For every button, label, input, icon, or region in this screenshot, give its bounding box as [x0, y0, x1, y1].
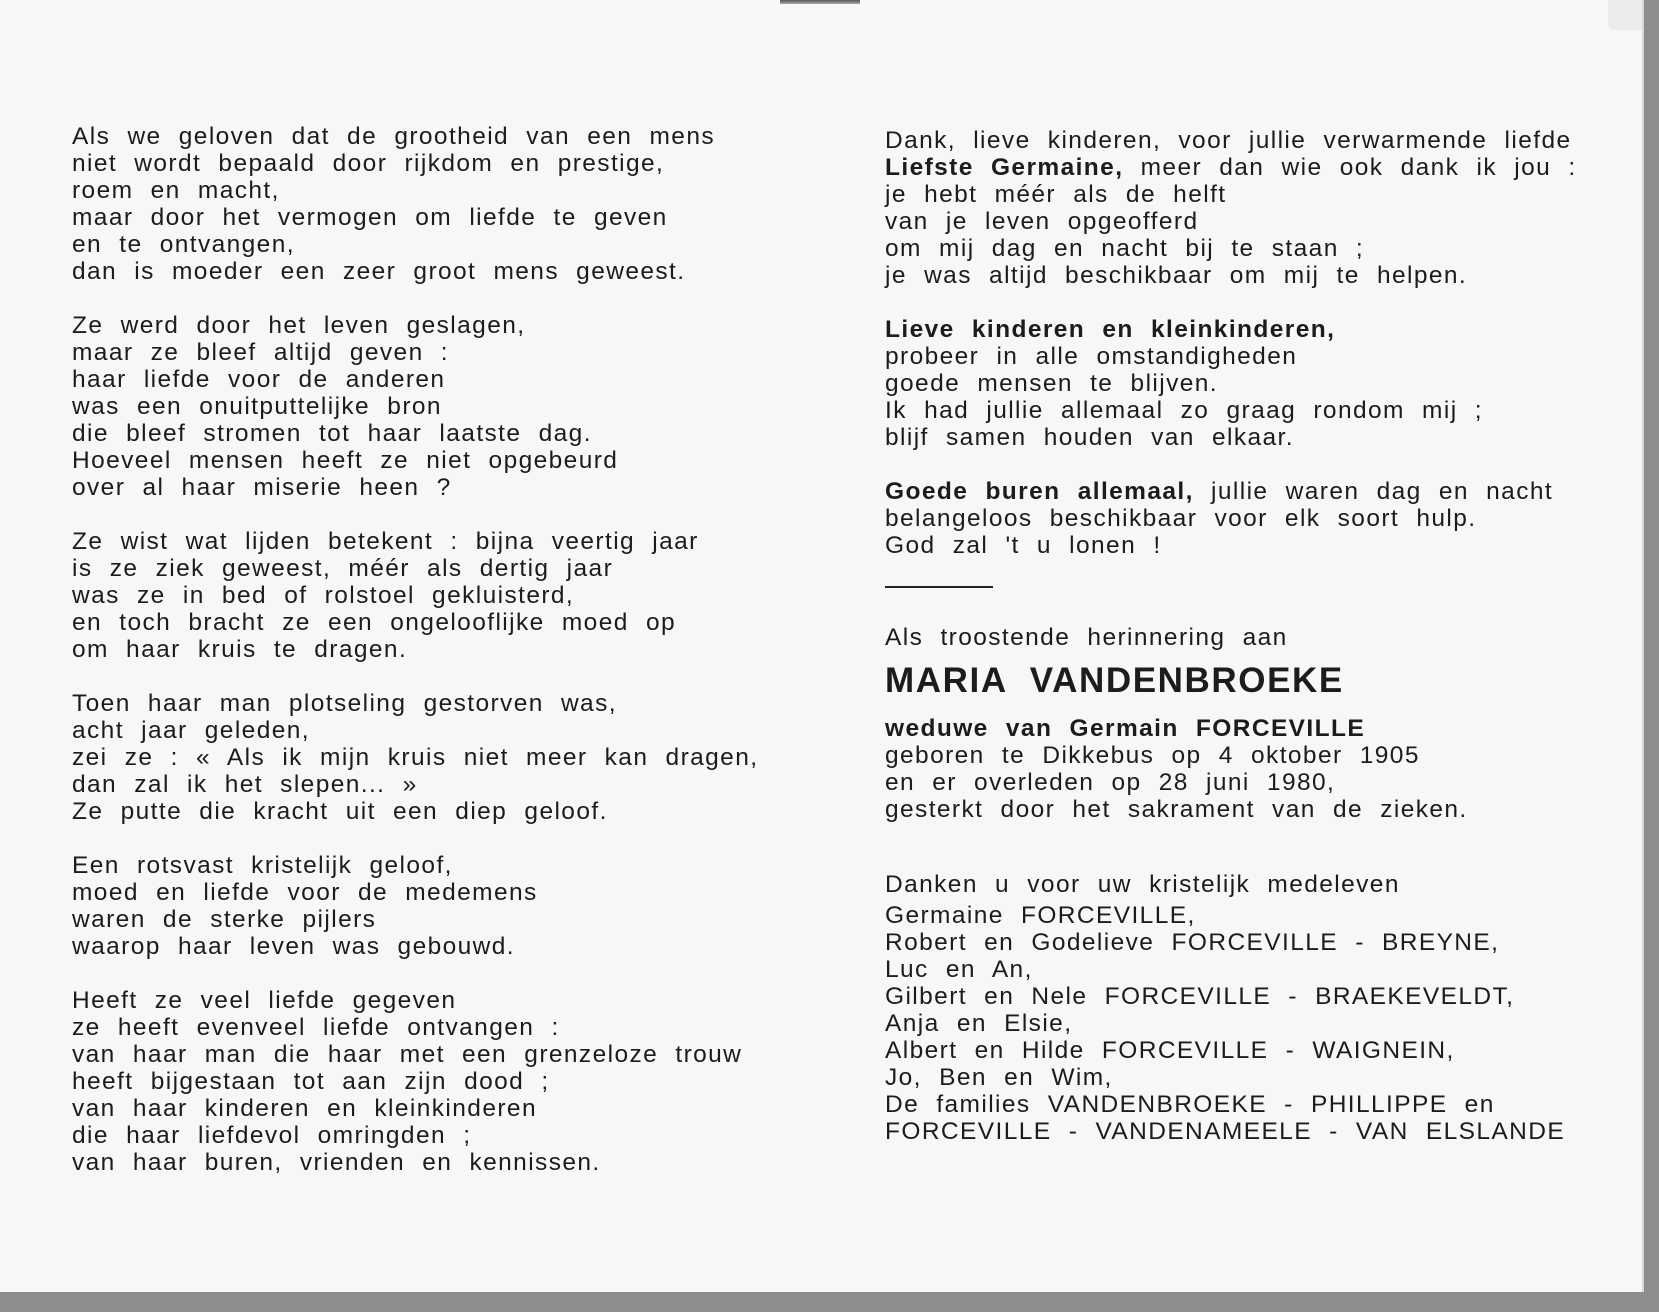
- poem-line: moed en liefde voor de medemens: [72, 879, 538, 906]
- children-stanza: [885, 316, 1605, 451]
- poem-line: Een rotsvast kristelijk geloof,: [72, 852, 453, 879]
- poem-line: acht jaar geleden,: [72, 717, 310, 744]
- text-line: je was altijd beschikbaar om mij te helpen.: [885, 262, 1468, 289]
- poem-line: Ze putte die kracht uit een diep geloof.: [72, 798, 608, 825]
- left-column: [72, 123, 792, 1203]
- death-line: en er overleden op 28 juni 1980,: [885, 769, 1336, 796]
- poem-line: en te ontvangen,: [72, 231, 295, 258]
- poem-line: die haar liefdevol omringden ;: [72, 1122, 472, 1149]
- poem-line: waren de sterke pijlers: [72, 906, 377, 933]
- poem-line: van haar buren, vrienden en kennissen.: [72, 1149, 601, 1176]
- family-member-line: Germaine FORCEVILLE,: [885, 902, 1196, 929]
- poem-line: Heeft ze veel liefde gegeven: [72, 987, 457, 1014]
- poem-line: van haar kinderen en kleinkinderen: [72, 1095, 537, 1122]
- poem-line: was ze in bed of rolstoel gekluisterd,: [72, 582, 575, 609]
- poem-line: om haar kruis te dragen.: [72, 636, 408, 663]
- poem-line: dan is moeder een zeer groot mens geweest.: [72, 258, 686, 285]
- text-line: Dank, lieve kinderen, voor jullie verwarmende liefde: [885, 127, 1572, 154]
- poem-stanza: [72, 123, 792, 285]
- birth-line: geboren te Dikkebus op 4 oktober 1905: [885, 742, 1420, 769]
- poem-line: Toen haar man plotseling gestorven was,: [72, 690, 617, 717]
- memorial-intro: Als troostende herinnering aan: [885, 624, 1288, 651]
- poem-line: roem en macht,: [72, 177, 280, 204]
- poem-line: heeft bijgestaan tot aan zijn dood ;: [72, 1068, 550, 1095]
- text-line: [885, 316, 1605, 343]
- family-member-line: Luc en An,: [885, 956, 1033, 983]
- divider-line: [885, 586, 993, 588]
- poem-line: waarop haar leven was gebouwd.: [72, 933, 516, 960]
- family-intro: Danken u voor uw kristelijk medeleven: [885, 871, 1400, 898]
- thanks-stanza: [885, 127, 1605, 289]
- neighbours-stanza: [885, 478, 1605, 559]
- family-member-line: Anja en Elsie,: [885, 1010, 1073, 1037]
- text-line: van je leven opgeofferd: [885, 208, 1199, 235]
- poem-line: was een onuitputtelijke bron: [72, 393, 442, 420]
- text-line: blijf samen houden van elkaar.: [885, 424, 1294, 451]
- card-corner: [1608, 0, 1642, 30]
- poem-stanza: [72, 312, 792, 501]
- family-member-line: De families VANDENBROEKE - PHILLIPPE en: [885, 1091, 1495, 1118]
- poem-line: ze heeft evenveel liefde ontvangen :: [72, 1014, 560, 1041]
- text-line: belangeloos beschikbaar voor elk soort hulp.: [885, 505, 1477, 532]
- poem-stanza: [72, 528, 792, 663]
- memorial-block: [885, 624, 1605, 823]
- poem-line: Hoeveel mensen heeft ze niet opgebeurd: [72, 447, 619, 474]
- text-span: meer dan wie ook dank ik jou :: [1123, 154, 1577, 181]
- poem-stanza: [72, 690, 792, 825]
- poem-line: die bleef stromen tot haar laatste dag.: [72, 420, 592, 447]
- family-member-line: Albert en Hilde FORCEVILLE - WAIGNEIN,: [885, 1037, 1455, 1064]
- poem-line: zei ze : « Als ik mijn kruis niet meer kan dragen,: [72, 744, 759, 771]
- poem-line: Ze wist wat lijden betekent : bijna veertig jaar: [72, 528, 699, 555]
- poem-line: niet wordt bepaald door rijkdom en prestige,: [72, 150, 665, 177]
- family-names: [885, 902, 1605, 1145]
- poem-line: is ze ziek geweest, méér als dertig jaar: [72, 555, 614, 582]
- poem-stanza: [72, 987, 792, 1176]
- text-line: om mij dag en nacht bij te staan ;: [885, 235, 1365, 262]
- text-line: [885, 478, 1605, 505]
- fold-mark: [780, 0, 860, 4]
- widow-of-line: [885, 715, 1605, 742]
- text-line: goede mensen te blijven.: [885, 370, 1219, 397]
- poem-line: en toch bracht ze een ongelooflijke moed op: [72, 609, 677, 636]
- family-member-line: Robert en Godelieve FORCEVILLE - BREYNE,: [885, 929, 1500, 956]
- poem-line: van haar man die haar met een grenzeloze trouw: [72, 1041, 743, 1068]
- poem-line: haar liefde voor de anderen: [72, 366, 446, 393]
- bold-address: Liefste Germaine,: [885, 154, 1124, 181]
- text-line: [885, 154, 1605, 181]
- family-block: [885, 871, 1605, 1145]
- family-member-line: Jo, Ben en Wim,: [885, 1064, 1113, 1091]
- text-line: God zal 't u lonen !: [885, 532, 1162, 559]
- text-line: probeer in alle omstandigheden: [885, 343, 1298, 370]
- sacrament-line: gesterkt door het sakrament van de zieken.: [885, 796, 1468, 823]
- poem-line: Ze werd door het leven geslagen,: [72, 312, 526, 339]
- bold-text: weduwe van Germain FORCEVILLE: [885, 715, 1366, 742]
- text-line: je hebt méér als de helft: [885, 181, 1227, 208]
- poem-line: dan zal ik het slepen... »: [72, 771, 418, 798]
- family-member-line: Gilbert en Nele FORCEVILLE - BRAEKEVELDT,: [885, 983, 1515, 1010]
- poem-stanza: [72, 852, 792, 960]
- text-line: Ik had jullie allemaal zo graag rondom mij ;: [885, 397, 1483, 424]
- family-member-line: FORCEVILLE - VANDENAMEELE - VAN ELSLANDE: [885, 1118, 1566, 1145]
- poem-line: maar door het vermogen om liefde te geven: [72, 204, 668, 231]
- poem-line: Als we geloven dat de grootheid van een mens: [72, 123, 715, 150]
- poem-line: over al haar miserie heen ?: [72, 474, 452, 501]
- text-span: jullie waren dag en nacht: [1193, 478, 1554, 505]
- right-column: [885, 127, 1605, 1145]
- poem-line: maar ze bleef altijd geven :: [72, 339, 450, 366]
- deceased-name: MARIA VANDENBROEKE: [885, 661, 1344, 700]
- bold-heading: Goede buren allemaal,: [885, 478, 1194, 505]
- bold-heading: Lieve kinderen en kleinkinderen,: [885, 316, 1336, 343]
